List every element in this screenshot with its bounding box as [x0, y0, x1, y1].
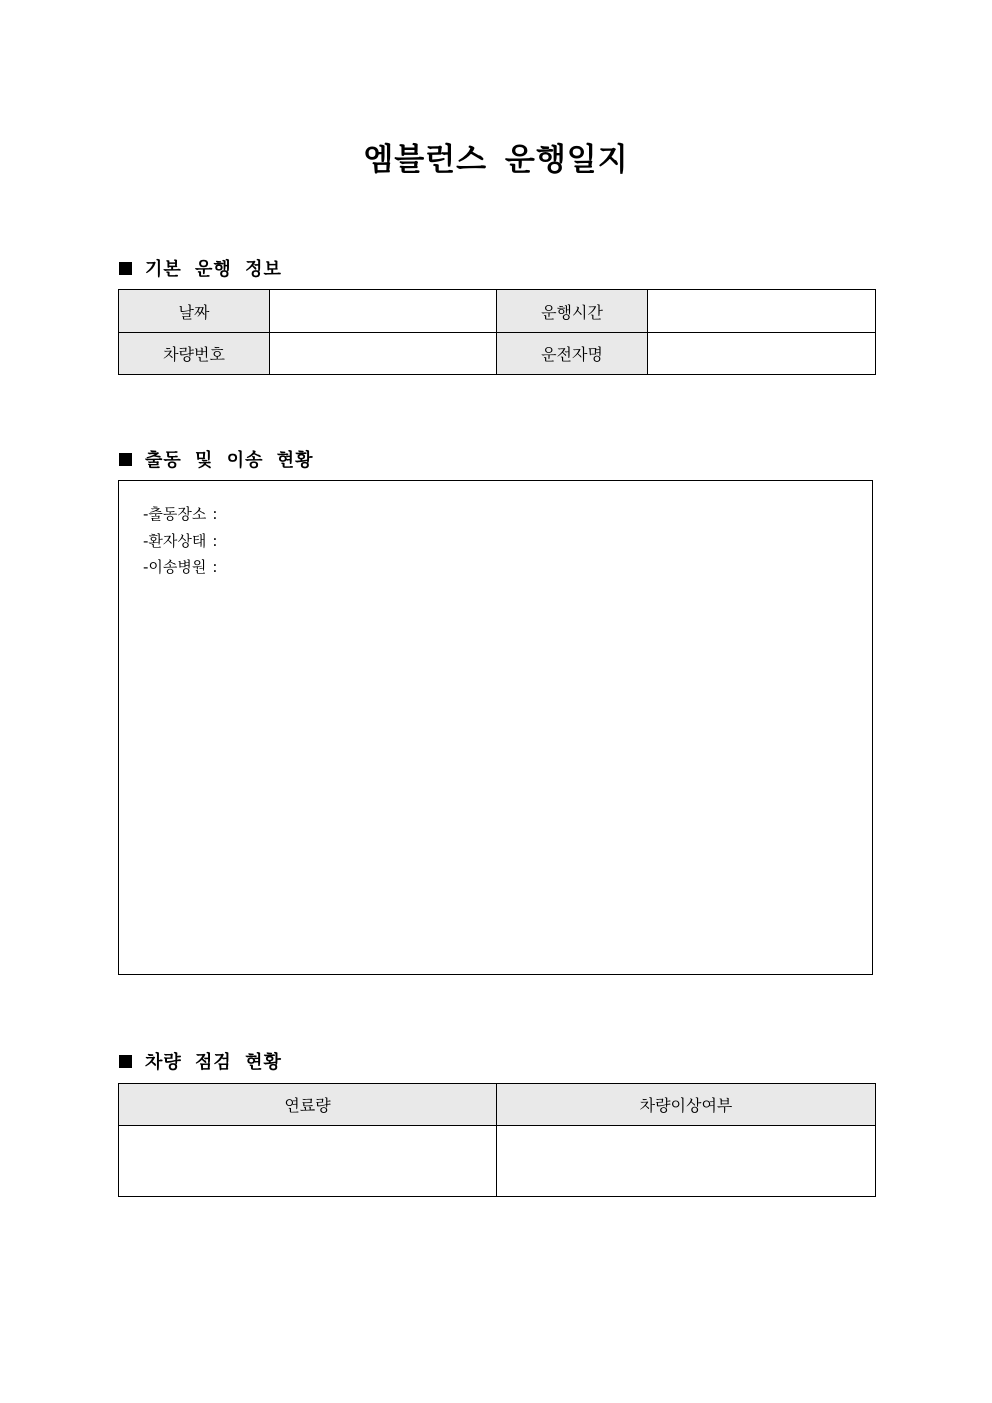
- table-row: [119, 290, 876, 333]
- section-heading-basic-info-text: 기본 운행 정보: [145, 259, 282, 280]
- fuel-field[interactable]: [119, 1126, 497, 1197]
- colon: :: [212, 505, 218, 523]
- operation-time-label: 운행시간: [497, 290, 648, 333]
- vehicle-issue-label: 차량이상여부: [497, 1084, 876, 1126]
- section-heading-basic-info: [119, 255, 282, 281]
- dispatch-location-line: [143, 501, 217, 528]
- transfer-hospital-label: -이송병원: [143, 558, 207, 576]
- colon: :: [212, 531, 218, 550]
- page-title: 엠블런스 운행일지: [363, 142, 629, 178]
- square-bullet-icon: [119, 1055, 132, 1068]
- patient-condition-line: [143, 528, 217, 555]
- vehicle-number-field[interactable]: [270, 333, 497, 375]
- inspection-table: [118, 1083, 876, 1197]
- colon: :: [212, 558, 218, 576]
- table-row: [119, 1084, 876, 1126]
- fuel-label: 연료량: [119, 1084, 497, 1126]
- date-field[interactable]: [270, 290, 497, 333]
- table-row: [119, 333, 876, 375]
- dispatch-status-lines: [143, 501, 217, 581]
- basic-info-table: [118, 289, 876, 375]
- vehicle-issue-field[interactable]: [497, 1126, 876, 1197]
- table-row: [119, 1126, 876, 1197]
- driver-name-label: 운전자명: [497, 333, 648, 375]
- driver-name-field[interactable]: [648, 333, 876, 375]
- section-heading-dispatch-text: 출동 및 이송 현황: [145, 450, 314, 471]
- vehicle-number-label: 차량번호: [119, 333, 270, 375]
- dispatch-status-box[interactable]: [118, 480, 873, 975]
- transfer-hospital-line: [143, 554, 217, 581]
- section-heading-inspection-text: 차량 점검 현황: [145, 1052, 282, 1073]
- operation-time-field[interactable]: [648, 290, 876, 333]
- section-heading-inspection: [119, 1048, 282, 1074]
- square-bullet-icon: [119, 262, 132, 275]
- date-label: 날짜: [119, 290, 270, 333]
- dispatch-location-label: -출동장소: [143, 505, 207, 523]
- square-bullet-icon: [119, 453, 132, 466]
- section-heading-dispatch: [119, 446, 314, 472]
- patient-condition-label: -환자상태: [143, 531, 207, 550]
